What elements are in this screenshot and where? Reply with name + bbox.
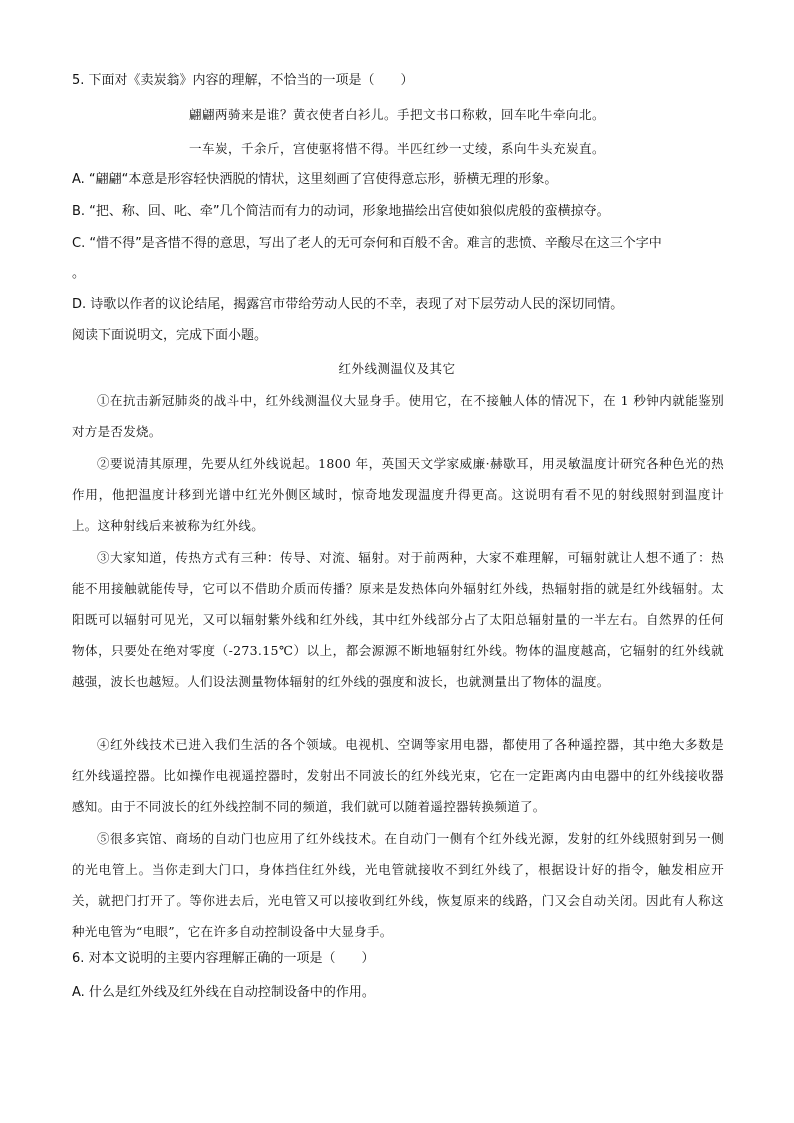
q5-option-d: D. 诗歌以作者的议论结尾，揭露宫市带给劳动人民的不幸，表现了对下层劳动人民的深切同情。 xyxy=(72,297,624,312)
poem-line-2: 一车炭，千余斤，宫使驱将惜不得。半匹红纱一丈绫，系向牛头充炭直。 xyxy=(188,141,605,156)
article-paragraph-1: ①在抗击新冠肺炎的战斗中，红外线测温仪大显身手。使用它，在不接触人体的情况下，在 1 秒钟内就能鉴别对方是否发烧。 xyxy=(72,393,724,439)
article-title: 红外线测温仪及其它 xyxy=(338,361,456,376)
article-paragraph-4: ④红外线技术已进入我们生活的各个领域。电视机、空调等家用电器，都使用了各种遥控器，其中绝大多数是红外线遥控器。比如操作电视遥控器时，发射出不同波长的红外线光束，它在一定距离内由电器中的红外线接收器感知。由于不同波长的红外线控制不同的频道，我们就可以随着遥控器转换频道了。 xyxy=(72,737,724,814)
reading-intro: 阅读下面说明文，完成下面小题。 xyxy=(72,328,268,343)
question-5-stem: 5. 下面对《卖炭翁》内容的理解，不恰当的一项是（ ） xyxy=(72,73,414,88)
q5-option-c-continued: 。 xyxy=(72,266,86,281)
poem-line-1: 翩翩两骑来是谁？黄衣使者白衫儿。手把文书口称敕，回车叱牛牵向北。 xyxy=(188,107,605,122)
article-paragraph-3: ③大家知道，传热方式有三种：传导、对流、辐射。对于前两种，大家不难理解，可辐射就让人想不通了：热能不用接触就能传导，它可以不借助介质而传播？原来是发热体向外辐射红外线，热辐射指的就是红外线辐射。太阳既可以辐射可见光，又可以辐射紫外线和红外线，其中红外线部分占了太阳总辐射量的一半左右。自然界的任何物体，只要处在绝对零度（-273.15℃）以上，都会源源不断地辐射红外线。物体的温度越高，它辐射的红外线就越强，波长也越短。人们设法测量物体辐射的红外线的强度和波长，也就测量出了物体的温度。 xyxy=(72,550,724,689)
q5-option-b: B. “把、称、回、叱、牵”几个简洁而有力的动词，形象地描绘出宫使如狼似虎般的蛮横掠夺。 xyxy=(72,204,610,219)
question-6-stem: 6. 对本文说明的主要内容理解正确的一项是（ ） xyxy=(72,951,375,966)
article-paragraph-5: ⑤很多宾馆、商场的自动门也应用了红外线技术。在自动门一侧有个红外线光源，发射的红外线照射到另一侧的光电管上。当你走到大门口，身体挡住红外线，光电管就接收不到红外线了，根据设计好的指令，触发相应开关，就把门打开了。等你进去后，光电管又可以接收到红外线，恢复原来的线路，门又会自动关闭。因此有人称这种光电管为“电眼”，它在许多自动控制设备中大显身手。 xyxy=(72,831,724,939)
q5-option-c: C. “惜不得”是吝惜不得的意思，写出了老人的无可奈何和百般不舍。难言的悲愤、辛酸尽在这三个字中 xyxy=(72,236,662,251)
q6-option-a: A. 什么是红外线及红外线在自动控制设备中的作用。 xyxy=(72,985,375,1000)
article-paragraph-2: ②要说清其原理，先要从红外线说起。1800 年，英国天文学家威廉·赫歇耳，用灵敏温度计研究各种色光的热作用，他把温度计移到光谱中红光外侧区域时，惊奇地发现温度升得更高。这说明有看不见的射线照射到温度计上。这种射线后来被称为红外线。 xyxy=(72,456,724,533)
q5-option-a: A. “翩翩“本意是形容轻快洒脱的情状，这里刻画了宫使得意忘形，骄横无理的形象。 xyxy=(72,172,558,187)
